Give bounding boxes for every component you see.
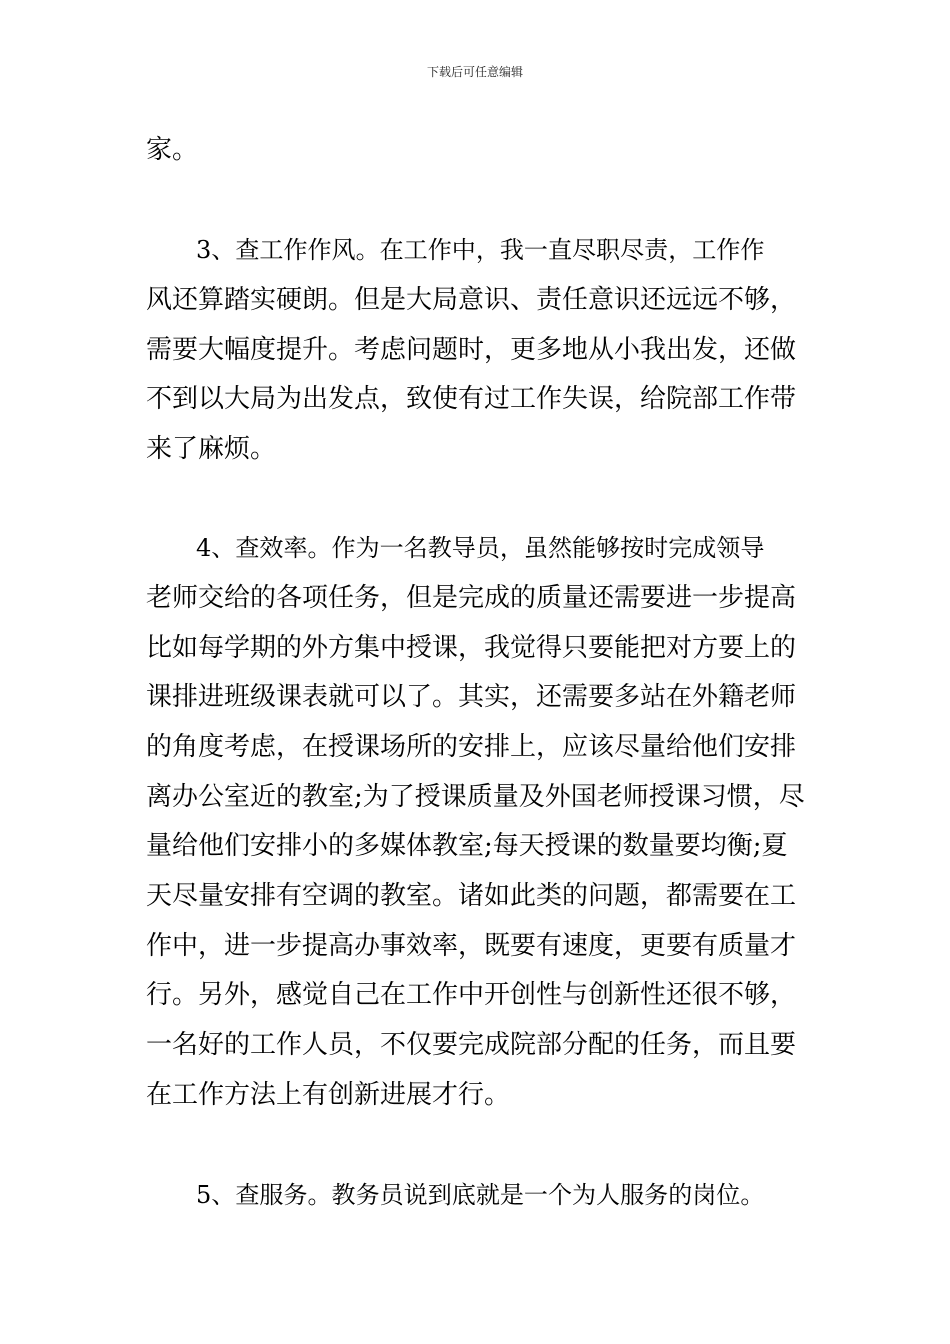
text-line: 在工作方法上有创新进展才行。 bbox=[146, 1080, 511, 1110]
text-line: 风还算踏实硬朗。但是大局意识、责任意识还远远不够， bbox=[146, 285, 797, 315]
paragraph-first-line: 3、查工作作风。在工作中，我一直尽职尽责，工作作 bbox=[196, 236, 765, 264]
text-line: 来了麻烦。 bbox=[146, 434, 277, 464]
page-header: 下载后可任意编辑 bbox=[426, 65, 523, 79]
text-line: 需要大幅度提升。考虑问题时，更多地从小我出发，还做 bbox=[146, 335, 797, 365]
text-line: 离办公室近的教室;为了授课质量及外国老师授课习惯，尽 bbox=[146, 782, 805, 812]
text-line: 一名好的工作人员，不仅要完成院部分配的任务，而且要 bbox=[146, 1030, 797, 1060]
text-line: 量给他们安排小的多媒体教室;每天授课的数量要均衡;夏 bbox=[146, 831, 788, 861]
text-line: 的角度考虑，在授课场所的安排上，应该尽量给他们安排 bbox=[146, 732, 797, 762]
text-line: 比如每学期的外方集中授课，我觉得只要能把对方要上的 bbox=[146, 633, 797, 663]
text-line: 课排进班级课表就可以了。其实，还需要多站在外籍老师 bbox=[146, 682, 797, 712]
paragraph-first-line: 5、查服务。教务员说到底就是一个为人服务的岗位。 bbox=[196, 1181, 765, 1209]
text-line: 不到以大局为出发点，致使有过工作失误，给院部工作带 bbox=[146, 384, 797, 414]
text-line: 行。另外，感觉自己在工作中开创性与创新性还很不够， bbox=[146, 980, 797, 1010]
text-line: 作中，进一步提高办事效率，既要有速度，更要有质量才 bbox=[146, 931, 797, 961]
text-line: 家。 bbox=[146, 135, 199, 165]
text-line: 老师交给的各项任务，但是完成的质量还需要进一步提高 bbox=[146, 583, 797, 613]
text-line: 天尽量安排有空调的教室。诸如此类的问题，都需要在工 bbox=[146, 881, 797, 911]
paragraph-first-line: 4、查效率。作为一名教导员，虽然能够按时完成领导 bbox=[196, 534, 765, 562]
